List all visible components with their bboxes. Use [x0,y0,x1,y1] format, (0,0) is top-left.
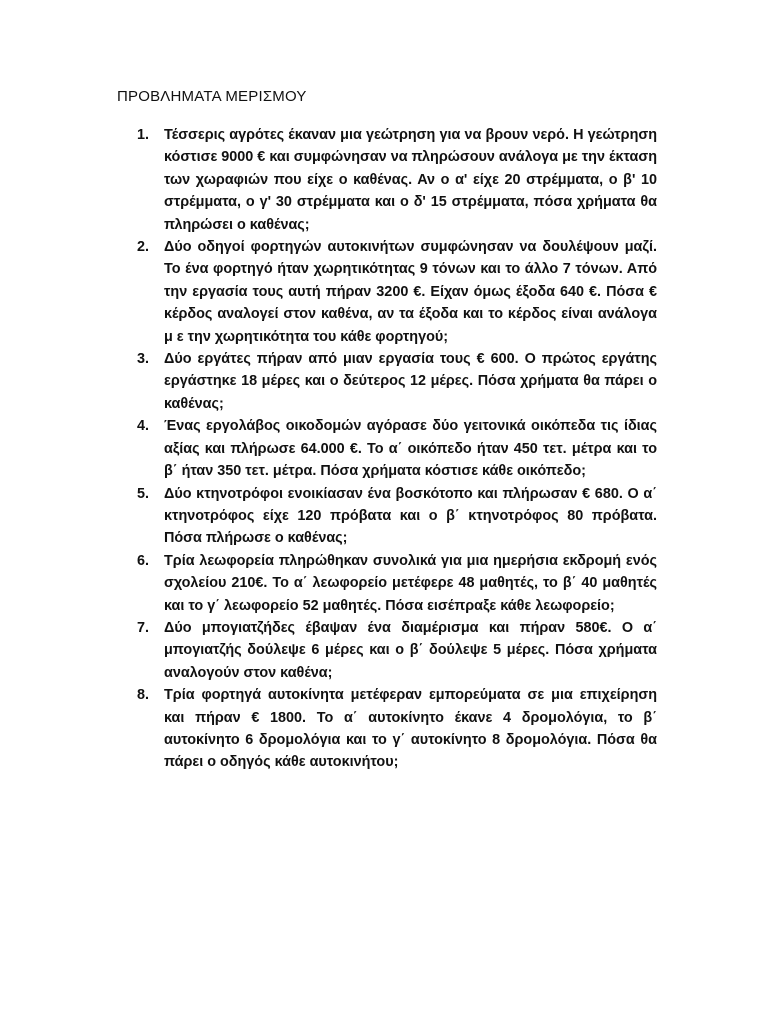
problem-text: Δύο μπογιατζήδες έβαψαν ένα διαμέρισμα και πήραν 580€. Ο α΄ μπογιατζής δούλεψε 6 μέρες και ο β΄ δούλεψε 5 μέρες. Πόσα χρήματα αναλογούν στον καθένα; [164,619,657,681]
problem-number: 6. [137,552,150,569]
problem-number: 1. [137,127,150,143]
problem-item-7 [133,617,657,684]
problem-item-8 [133,684,657,774]
problem-item-3 [133,348,657,415]
problem-number: 5. [137,485,150,502]
problem-text: Τρία λεωφορεία πληρώθηκαν συνολικά για μια ημερήσια εκδρομή ενός σχολείου 210€. Το α΄ λεωφορείο μετέφερε 48 μαθητές, το β΄ 40 μαθητές και το γ΄ λεωφορείο 52 μαθητές. Πόσα εισέπραξε κάθε λεωφορείο; [164,552,657,614]
problem-text: Δύο εργάτες πήραν από μιαν εργασία τους € 600. Ο πρώτος εργάτης εργάστηκε 18 μέρες και ο δεύτερος 12 μέρες. Πόσα χρήματα θα πάρει ο καθένας; [164,351,657,412]
problem-number: 7. [137,619,150,636]
problem-text: Τέσσερις αγρότες έκαναν μια γεώτρηση για να βρουν νερό. Η γεώτρηση κόστισε 9000 € και συμφώνησαν να πληρώσουν ανάλογα με την έκταση των χωραφιών που είχε ο καθένας. Αν ο α' είχε 20 στρέμματα, ο β' 10 στρέμματα, ο γ' 30 στρέμματα και ο δ' 15 στρέμματα, πόσα χρήματα θα πληρώσει ο καθένας; [164,127,657,233]
problem-item-5 [133,483,657,550]
document-title: ΠΡΟΒΛΗΜΑΤΑ ΜΕΡΙΣΜΟΥ [117,88,307,105]
problem-item-1 [133,124,657,236]
problem-text: Δύο οδηγοί φορτηγών αυτοκινήτων συμφώνησαν να δουλέψουν μαζί. Το ένα φορτηγό ήταν χωρητικότητας 9 τόνων και το άλλο 7 τόνων. Από την εργασία τους αυτή πήραν 3200 €. Είχαν όμως έξοδα 640 €. Πόσα € κέρδος αναλογεί στον καθένα, αν τα έξοδα και το κέρδος είναι ανάλογα μ ε την χωρητικότητα του κάθε φορτηγού; [164,239,657,345]
problem-number: 3. [137,351,150,368]
problem-number: 2. [137,239,150,256]
problem-list [133,124,657,774]
problem-item-6 [133,550,657,617]
problem-number: 8. [137,687,150,704]
problem-number: 4. [137,418,150,435]
problem-text: Δύο κτηνοτρόφοι ενοικίασαν ένα βοσκότοπο και πλήρωσαν € 680. Ο α΄ κτηνοτρόφος είχε 120 πρόβατα και ο β΄ κτηνοτρόφος 80 πρόβατα. Πόσα πλήρωσε ο καθένας; [164,485,657,547]
problem-item-4 [133,415,657,482]
problem-text: Ένας εργολάβος οικοδομών αγόρασε δύο γειτονικά οικόπεδα τις ίδιας αξίας και πλήρωσε 64.000 €. Το α΄ οικόπεδο ήταν 450 τετ. μέτρα και το β΄ ήταν 350 τετ. μέτρα. Πόσα χρήματα κόστισε κάθε οικόπεδο; [164,418,657,480]
problem-item-2 [133,236,657,348]
problem-text: Τρία φορτηγά αυτοκίνητα μετέφεραν εμπορεύματα σε μια επιχείρηση και πήραν € 1800. Το α΄ αυτοκίνητο έκανε 4 δρομολόγια, το β΄ αυτοκίνητο 6 δρομολόγια και το γ΄ αυτοκίνητο 8 δρομολόγια. Πόσα θα πάρει ο οδηγός κάθε αυτοκινήτου; [164,687,657,771]
